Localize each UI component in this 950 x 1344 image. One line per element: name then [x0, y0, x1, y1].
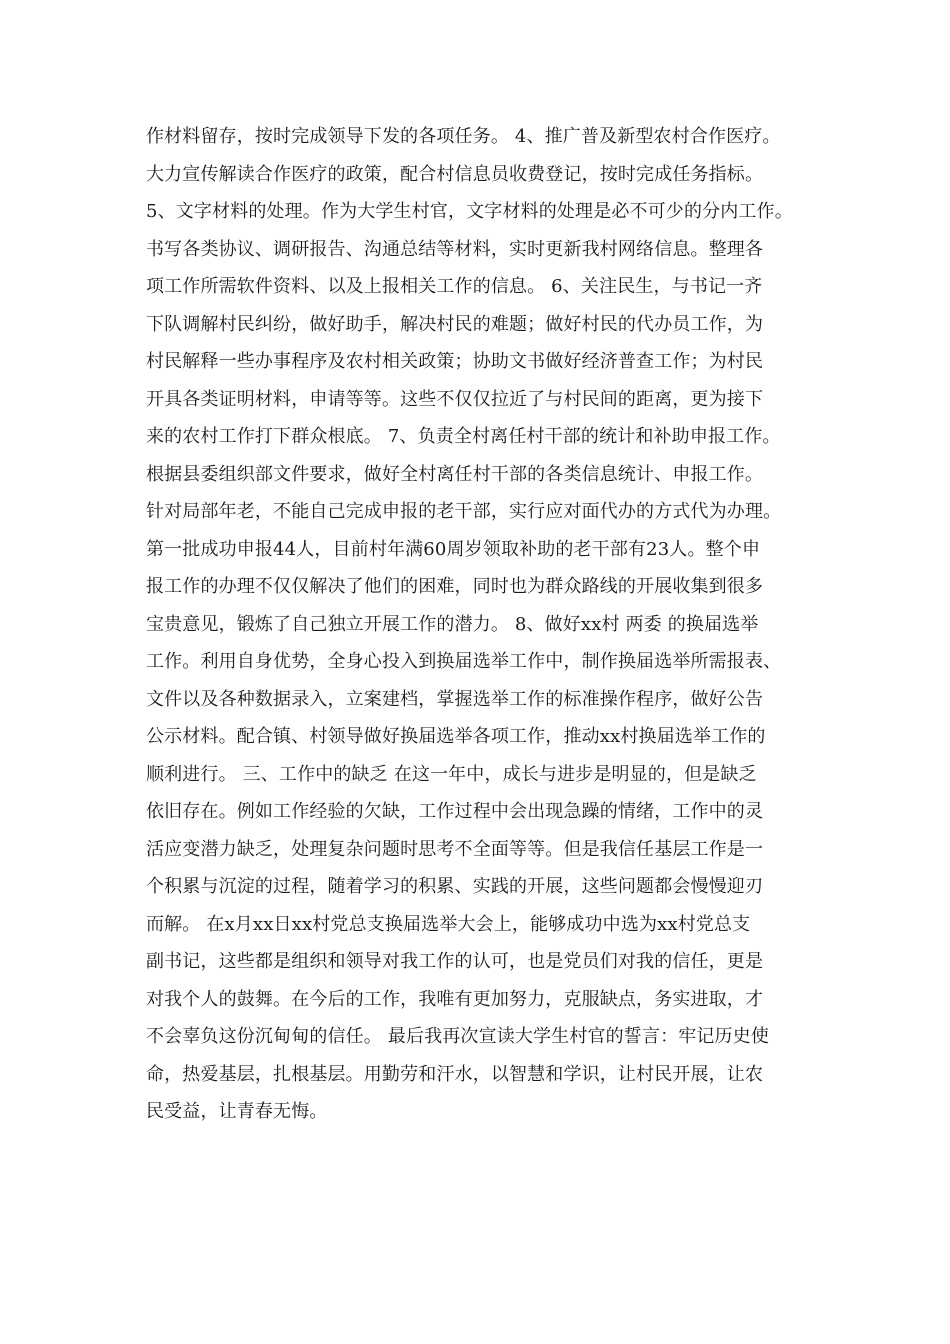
text-line: 不会辜负这份沉甸甸的信任。 最后我再次宣读大学生村官的誓言：牢记历史使	[146, 1026, 769, 1047]
text-line: 命，热爱基层，扎根基层。用勤劳和汗水，以智慧和学识，让村民开展，让农	[146, 1063, 764, 1085]
text-line: 5、文字材料的处理。作为大学生村官，文字材料的处理是必不可少的分内工作。	[146, 201, 793, 222]
text-line: 个积累与沉淀的过程，随着学习的积累、实践的开展，这些问题都会慢慢迎刃	[146, 876, 764, 897]
text-line: 副书记，这些都是组织和领导对我工作的认可，也是党员们对我的信任，更是	[146, 951, 764, 972]
text-line: 活应变潜力缺乏，处理复杂问题时思考不全面等等。但是我信任基层工作是一	[146, 838, 764, 860]
text-line: 顺利进行。 三、工作中的缺乏 在这一年中，成长与进步是明显的，但是缺乏	[146, 763, 757, 785]
body-text	[146, 118, 826, 1131]
text-line: 而解。 在x月xx日xx村党总支换届选举大会上，能够成功中选为xx村党总支	[146, 913, 751, 935]
text-line: 报工作的办理不仅仅解决了他们的困难，同时也为群众路线的开展收集到很多	[146, 576, 764, 597]
text-line: 针对局部年老，不能自己完成申报的老干部，实行应对面代办的方式代为办理。	[146, 501, 782, 522]
text-line: 项工作所需软件资料、以及上报相关工作的信息。 6、关注民生，与书记一齐	[146, 276, 763, 297]
text-line: 第一批成功申报44人，目前村年满60周岁领取补助的老干部有23人。整个申	[146, 538, 761, 560]
text-line: 下队调解村民纠纷，做好助手，解决村民的难题；做好村民的代办员工作，为	[146, 313, 764, 335]
text-line: 对我个人的鼓舞。在今后的工作，我唯有更加努力，克服缺点，务实进取，才	[146, 988, 764, 1010]
text-line: 村民解释一些办事程序及农村相关政策；协助文书做好经济普查工作；为村民	[146, 351, 764, 372]
text-line: 工作。利用自身优势，全身心投入到换届选举工作中，制作换届选举所需报表、	[146, 651, 782, 672]
text-line: 根据县委组织部文件要求，做好全村离任村干部的各类信息统计、申报工作。	[146, 463, 764, 485]
text-line: 大力宣传解读合作医疗的政策，配合村信息员收费登记，按时完成任务指标。	[146, 163, 764, 185]
text-line: 开具各类证明材料，申请等等。这些不仅仅拉近了与村民间的距离，更为接下	[146, 388, 764, 410]
text-line: 民受益，让青春无悔。	[146, 1101, 328, 1122]
text-line: 宝贵意见，锻炼了自己独立开展工作的潜力。 8、做好xx村 两委 的换届选举	[146, 613, 759, 635]
text-line: 来的农村工作打下群众根底。 7、负责全村离任村干部的统计和补助申报工作。	[146, 426, 781, 447]
text-line: 书写各类协议、调研报告、沟通总结等材料，实时更新我村网络信息。整理各	[146, 238, 764, 260]
text-line: 文件以及各种数据录入，立案建档，掌握选举工作的标准操作程序，做好公告	[146, 688, 764, 710]
text-line: 依旧存在。例如工作经验的欠缺，工作过程中会出现急躁的情绪，工作中的灵	[146, 801, 764, 822]
text-line: 作材料留存，按时完成领导下发的各项任务。 4、推广普及新型农村合作医疗。	[146, 126, 781, 147]
text-line: 公示材料。配合镇、村领导做好换届选举各项工作，推动xx村换届选举工作的	[146, 726, 766, 747]
